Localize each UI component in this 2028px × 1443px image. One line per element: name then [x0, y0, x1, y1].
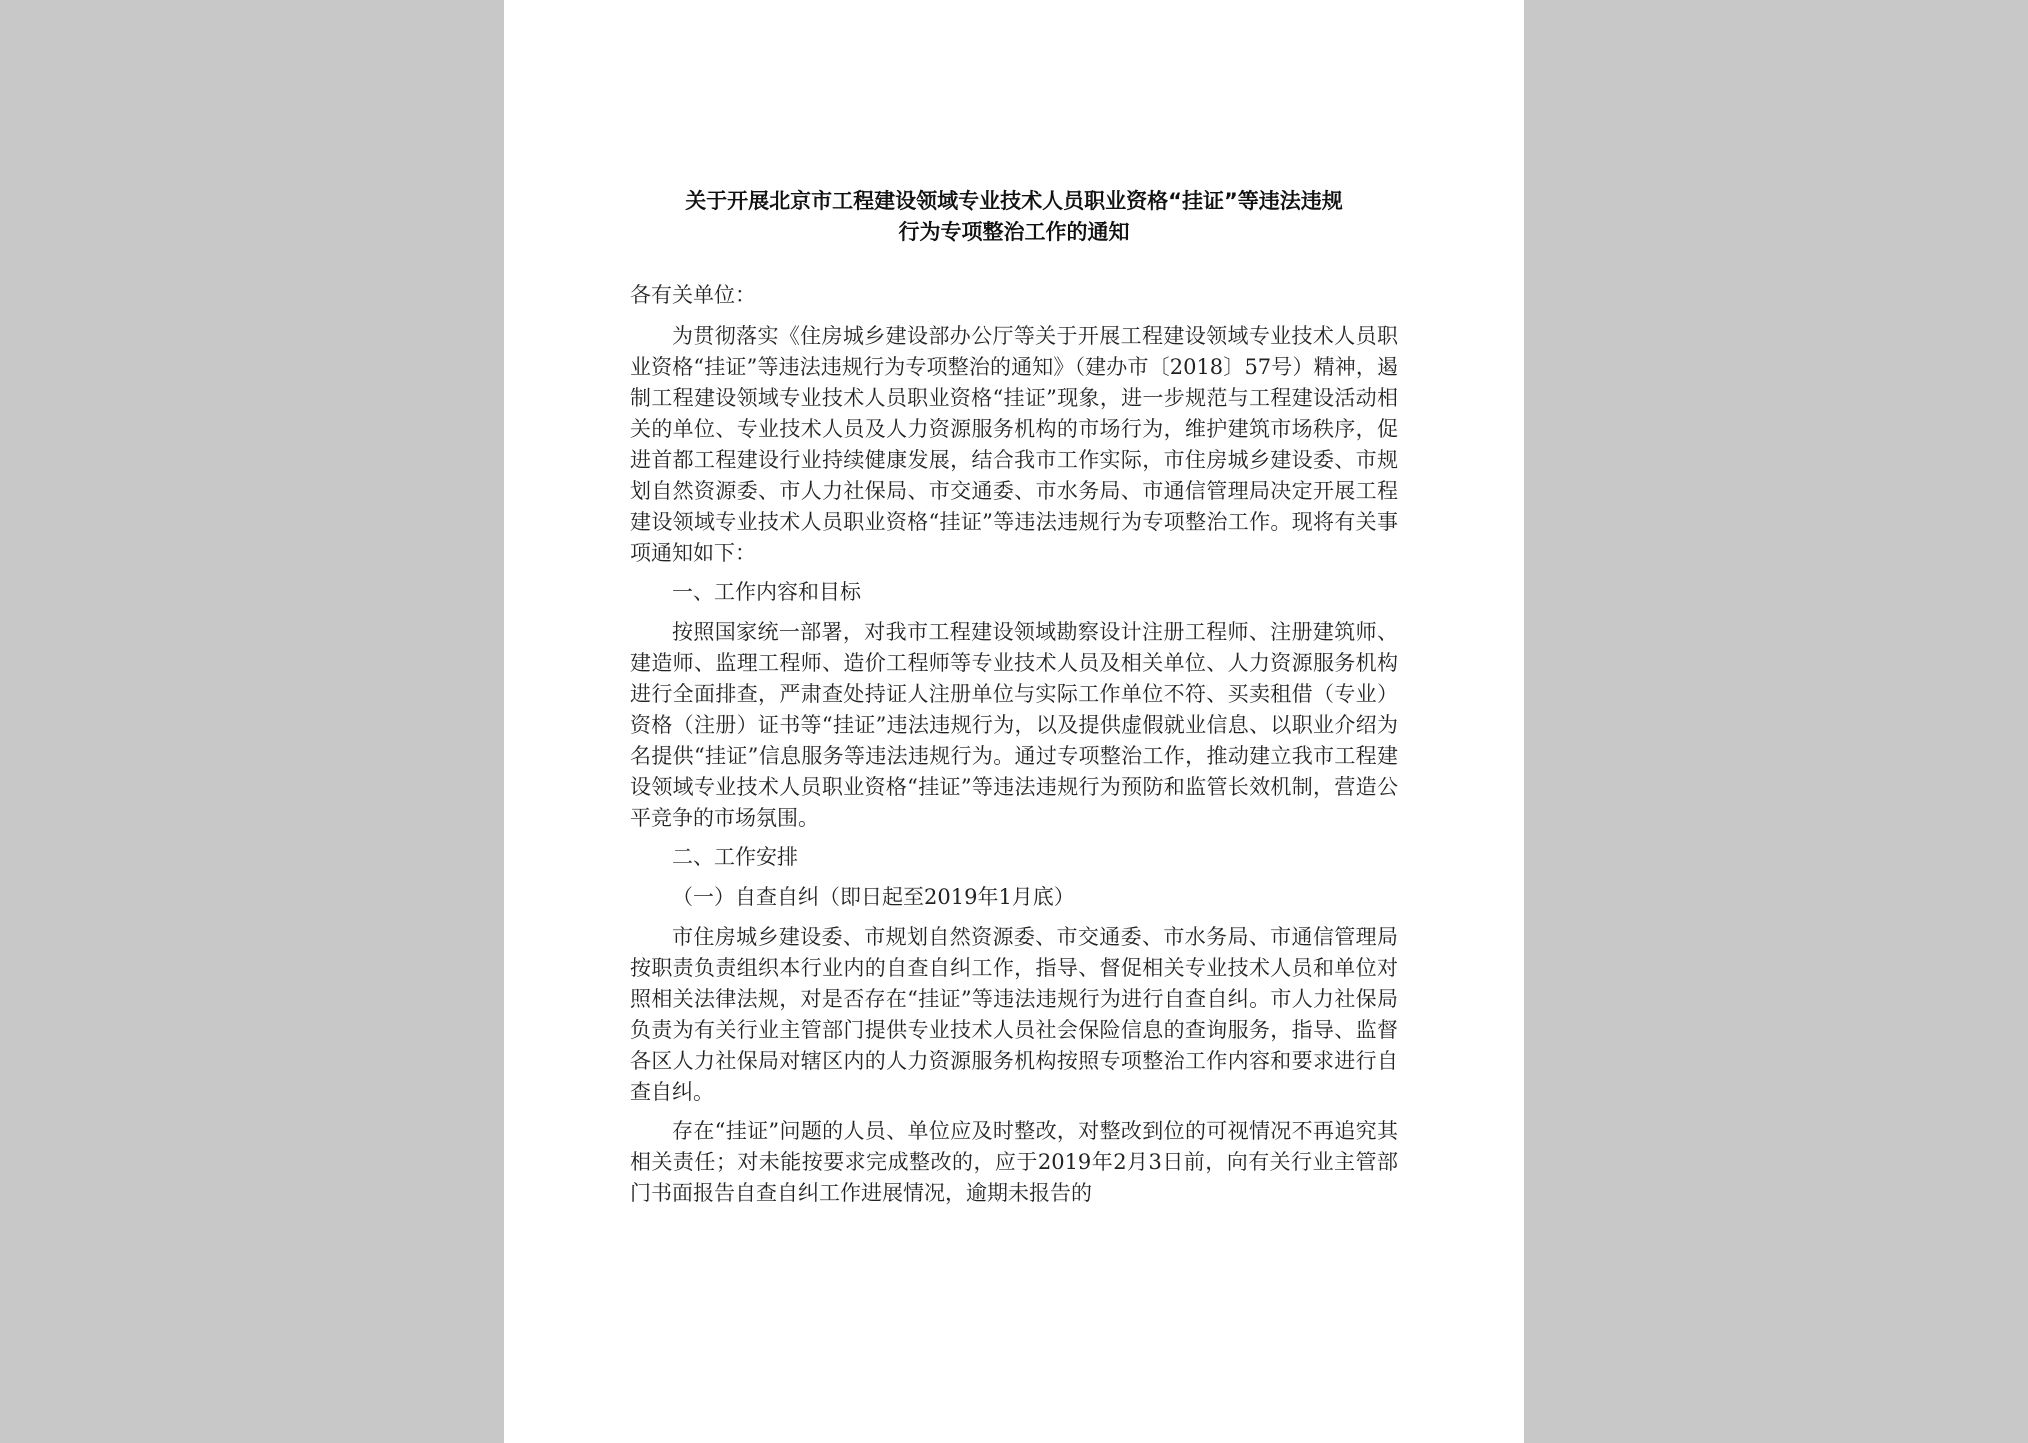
salutation: 各有关单位：: [630, 283, 756, 307]
document-page: [504, 0, 1524, 1443]
section2-heading: 二、工作安排: [672, 845, 798, 869]
document-title: [630, 186, 1398, 248]
section2-sub1-paragraph-2: 存在“挂证”问题的人员、单位应及时整改，对整改到位的可视情况不再追究其相关责任；对未能按要求完成整改的，应于2019年2月3日前，向有关行业主管部门书面报告自查自纠工作进展情况，逾期未报告的: [630, 1119, 1398, 1205]
section2-subheading-1: （一）自查自纠（即日起至2019年1月底）: [672, 885, 1075, 909]
section1-paragraph: 按照国家统一部署，对我市工程建设领域勘察设计注册工程师、注册建筑师、建造师、监理工程师、造价工程师等专业技术人员及相关单位、人力资源服务机构进行全面排查，严肃查处持证人注册单位与实际工作单位不符、买卖租借（专业）资格（注册）证书等“挂证”违法违规行为，以及提供虚假就业信息、以职业介绍为名提供“挂证”信息服务等违法违规行为。通过专项整治工作，推动建立我市工程建设领域专业技术人员职业资格“挂证”等违法违规行为预防和监管长效机制，营造公平竞争的市场氛围。: [630, 620, 1398, 830]
section1-heading: 一、工作内容和目标: [672, 580, 861, 604]
document-title-line1: 关于开展北京市工程建设领域专业技术人员职业资格“挂证”等违法违规: [685, 189, 1343, 213]
document-title-line2: 行为专项整治工作的通知: [898, 220, 1130, 244]
document-content: [630, 186, 1398, 1217]
section2-sub1-paragraph: 市住房城乡建设委、市规划自然资源委、市交通委、市水务局、市通信管理局按职责负责组织本行业内的自查自纠工作，指导、督促相关专业技术人员和单位对照相关法律法规，对是否存在“挂证”等违法违规行为进行自查自纠。市人力社保局负责为有关行业主管部门提供专业技术人员社会保险信息的查询服务，指导、监督各区人力社保局对辖区内的人力资源服务机构按照专项整治工作内容和要求进行自查自纠。: [630, 925, 1398, 1104]
intro-paragraph: 为贯彻落实《住房城乡建设部办公厅等关于开展工程建设领域专业技术人员职业资格“挂证”等违法违规行为专项整治的通知》（建办市〔2018〕57号）精神，遏制工程建设领域专业技术人员职业资格“挂证”现象，进一步规范与工程建设活动相关的单位、专业技术人员及人力资源服务机构的市场行为，维护建筑市场秩序，促进首都工程建设行业持续健康发展，结合我市工作实际，市住房城乡建设委、市规划自然资源委、市人力社保局、市交通委、市水务局、市通信管理局决定开展工程建设领域专业技术人员职业资格“挂证”等违法违规行为专项整治工作。现将有关事项通知如下：: [630, 324, 1398, 565]
